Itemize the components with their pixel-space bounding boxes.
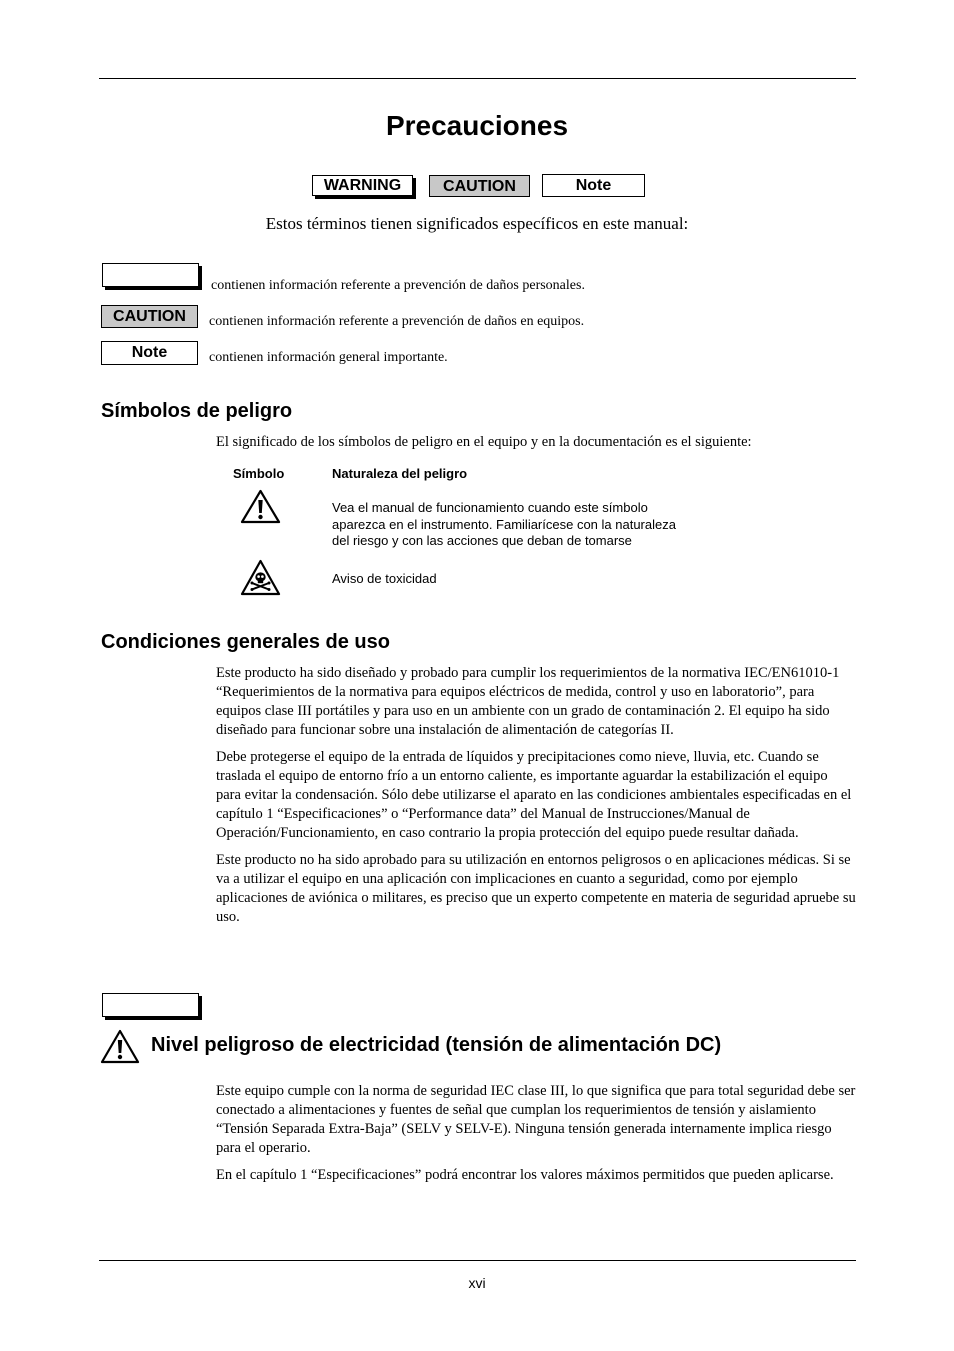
conditions-paragraph: Debe protegerse el equipo de la entrada de líquidos y precipitaciones como nieve, lluvia, etc. Cuando se traslada el equipo de entorno frío a un entorno caliente, es importante aguardar la estabilización el equipo para evitar la condensación. Sólo debe utilizarse el aparato en las condiciones ambientales especificadas en el capítulo 1 “Especificaciones” o “Performance data” del Manual de Instrucciones/Manual de Operación/Funcionamiento, en caso contrario la propia protección del equipo puede resultar dañada.	[216, 749, 852, 841]
page-title: Precauciones	[385, 110, 569, 141]
symbol-row-toxic-text: Aviso de toxicidad	[332, 571, 437, 586]
definition-note-label: Note	[101, 341, 198, 365]
conditions-paragraph: Este producto ha sido diseñado y probado para cumplir los requerimientos de la normativa IEC/EN61010-1 “Requerimientos de la normativa para equipos eléctricos de medida, control y uso en laboratorio”, para equipos clase III portátiles y para uso en un ambiente con un grado de contaminación 2. El equipo ha sido diseñado para funcionar sobre una instalación de alimentación de categorías II.	[216, 665, 840, 738]
definition-warning-text: contienen información referente a prevención de daños personales.	[211, 278, 585, 293]
conditions-heading: Condiciones generales de uso	[101, 631, 390, 653]
dc-paragraph: Este equipo cumple con la norma de seguridad IEC clase III, lo que significa que para total seguridad debe ser conectado a alimentaciones y fuentes de señal que cumplan los requerimientos de tensión y aislamiento “Tensión Separada Extra-Baja” (SELV y SELV-E). Ninguna tensión generada internamente implica riesgo para el operario.	[216, 1083, 856, 1156]
definition-caution-label: CAUTION	[101, 305, 198, 328]
dc-body	[216, 1082, 856, 1193]
conditions-body	[216, 664, 856, 935]
toxic-skull-icon	[240, 559, 281, 596]
dc-warning-label	[102, 993, 199, 1017]
intro-text: Estos términos tienen significados específicos en este manual:	[265, 214, 689, 233]
symbol-row-warning-text: Vea el manual de funcionamiento cuando este símbolo aparezca en el instrumento. Familiarícese con la naturaleza del riesgo y con las acciones que deban de tomarse	[332, 500, 676, 548]
warning-badge: WARNING	[312, 175, 413, 196]
header-rule	[99, 78, 856, 79]
symbol-column-header: Símbolo	[233, 466, 285, 481]
symbols-heading: Símbolos de peligro	[101, 400, 293, 422]
footer-rule	[99, 1260, 856, 1261]
dc-paragraph: En el capítulo 1 “Especificaciones” podrá encontrar los valores máximos permitidos que pueden aplicarse.	[216, 1167, 834, 1183]
nature-column-header: Naturaleza del peligro	[332, 466, 468, 481]
page-number: xvi	[468, 1275, 486, 1291]
conditions-paragraph: Este producto no ha sido aprobado para su utilización en entornos peligrosos o en aplicaciones médicas. Si se va a utilizar el equipo en una aplicación con implicaciones en cuanto a seguridad, como por ejemplo aplicaciones de aviónica o militares, es preciso que un experto competente en materia de seguridad apruebe su uso.	[216, 852, 856, 925]
dc-heading: Nivel peligroso de electricidad (tensión de alimentación DC)	[151, 1034, 722, 1056]
note-badge: Note	[542, 174, 645, 197]
definition-warning-label	[102, 263, 199, 287]
definition-caution-text: contienen información referente a prevención de daños en equipos.	[209, 314, 585, 329]
warning-triangle-icon	[240, 489, 281, 524]
electric-hazard-icon	[100, 1029, 140, 1064]
definition-note-text: contienen información general importante.	[209, 350, 448, 365]
caution-badge: CAUTION	[429, 175, 530, 197]
symbols-intro: El significado de los símbolos de peligro en el equipo y en la documentación es el siguiente:	[216, 434, 752, 450]
